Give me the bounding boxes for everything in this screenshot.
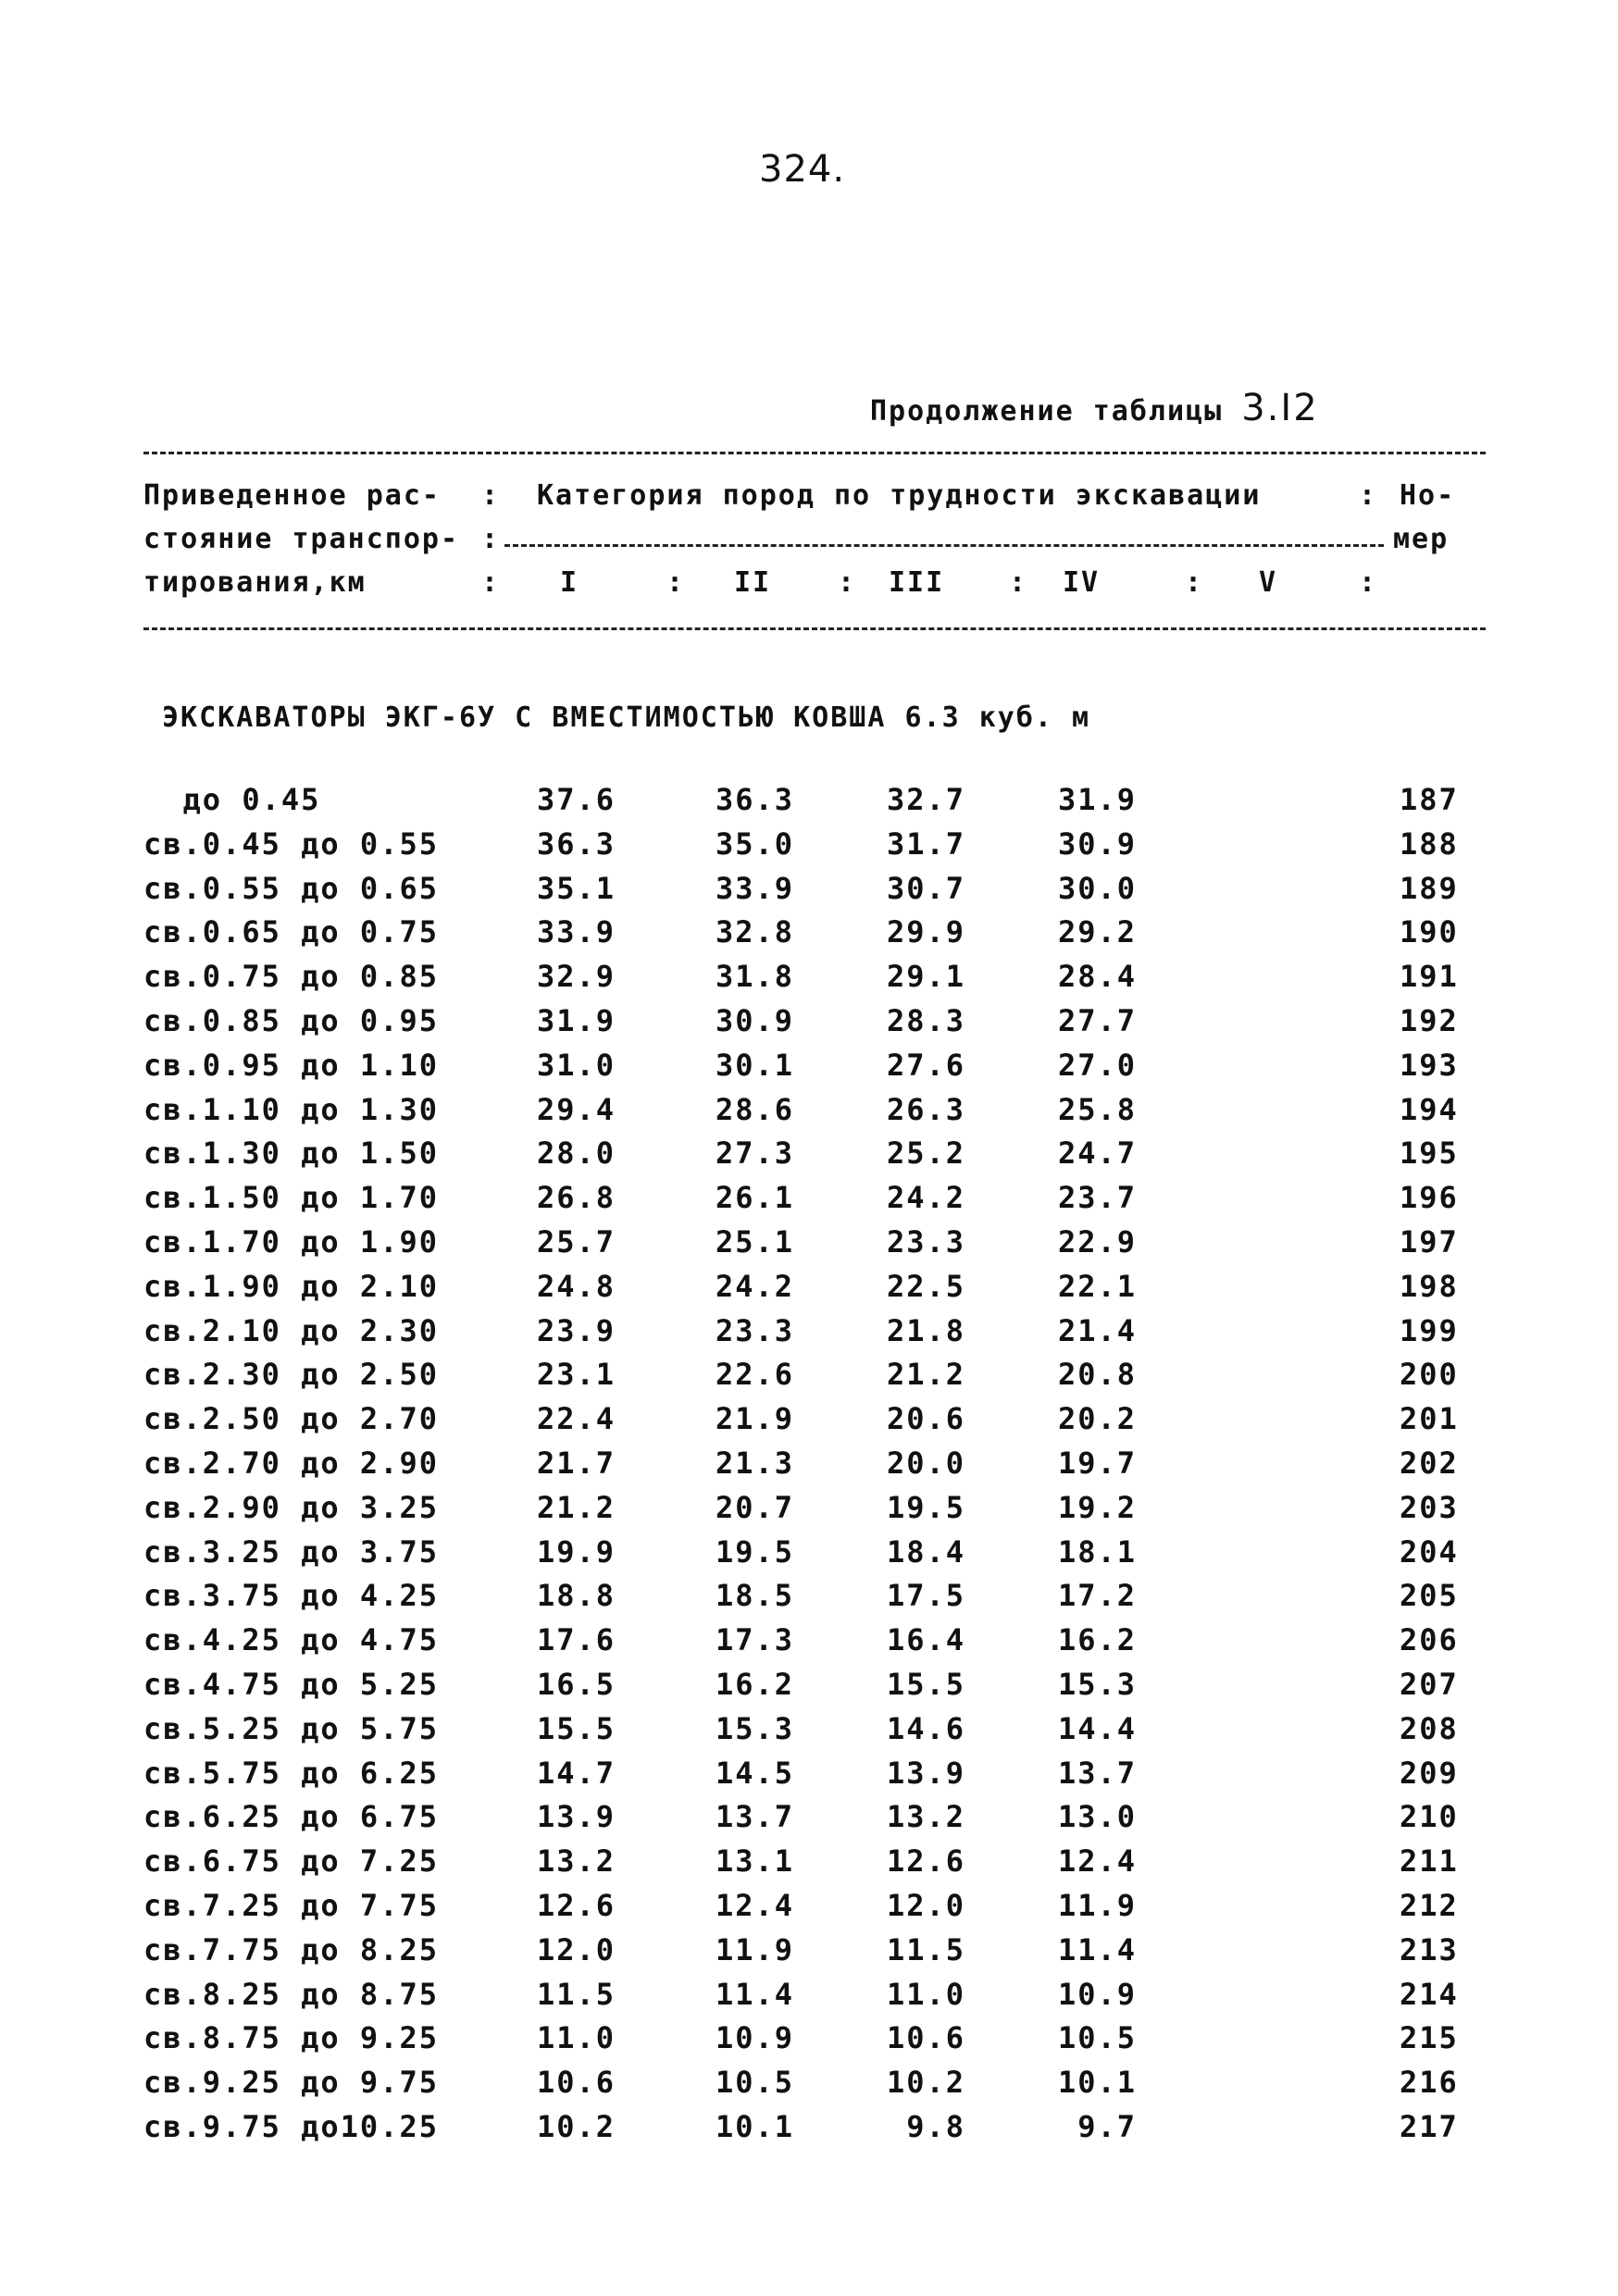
row-number-cell: 201 xyxy=(1400,1401,1459,1437)
category-i-cell: 32.9 xyxy=(537,959,616,995)
row-number-cell: 206 xyxy=(1400,1622,1459,1658)
row-number-cell: 214 xyxy=(1400,1976,1459,2012)
category-ii-cell: 13.7 xyxy=(716,1799,795,1835)
row-number-cell: 191 xyxy=(1400,959,1459,995)
category-i-cell: 18.8 xyxy=(537,1578,616,1614)
distance-cell: св.9.25 до 9.75 xyxy=(143,2065,439,2101)
row-number-cell: 217 xyxy=(1400,2108,1459,2144)
header-separator: : xyxy=(481,566,499,599)
category-ii-cell: 15.3 xyxy=(716,1710,795,1746)
row-number-cell: 204 xyxy=(1400,1533,1459,1570)
distance-cell: св.2.30 до 2.50 xyxy=(143,1357,439,1393)
row-number-cell: 200 xyxy=(1400,1357,1459,1393)
category-iv-cell: 13.0 xyxy=(1058,1799,1138,1835)
header-distance-line3: тирования,км xyxy=(143,566,367,599)
category-iii-cell: 24.2 xyxy=(887,1180,966,1216)
category-i-cell: 14.7 xyxy=(537,1755,616,1791)
row-number-cell: 209 xyxy=(1400,1755,1459,1791)
category-iii-cell: 26.3 xyxy=(887,1091,966,1127)
table-row xyxy=(0,2020,1618,2065)
category-ii-cell: 24.2 xyxy=(716,1268,795,1304)
category-ii-cell: 36.3 xyxy=(716,782,795,817)
header-bottom-rule xyxy=(143,627,1486,630)
continuation-text: Продолжение таблицы xyxy=(870,395,1224,428)
header-number-line2: мер xyxy=(1393,523,1450,555)
distance-cell: св.7.25 до 7.75 xyxy=(143,1887,439,1923)
category-i-cell: 26.8 xyxy=(537,1180,616,1216)
category-iii-cell: 13.9 xyxy=(887,1755,966,1791)
distance-cell: св.2.10 до 2.30 xyxy=(143,1312,439,1348)
distance-cell: св.1.70 до 1.90 xyxy=(143,1223,439,1260)
table-row xyxy=(0,959,1618,1003)
distance-cell: до 0.45 xyxy=(143,782,321,817)
table-row xyxy=(0,914,1618,959)
distance-cell: св.6.75 до 7.25 xyxy=(143,1843,439,1880)
category-iv-cell: 19.2 xyxy=(1058,1489,1138,1525)
distance-cell: св.1.50 до 1.70 xyxy=(143,1180,439,1216)
category-ii-cell: 21.9 xyxy=(716,1401,795,1437)
row-number-cell: 198 xyxy=(1400,1268,1459,1304)
category-i-cell: 10.6 xyxy=(537,2065,616,2101)
table-row xyxy=(0,1401,1618,1446)
table-row xyxy=(0,1136,1618,1180)
header-separator: : xyxy=(481,523,499,555)
category-i-cell: 16.5 xyxy=(537,1666,616,1702)
category-i-cell: 11.0 xyxy=(537,2020,616,2056)
table-row xyxy=(0,1224,1618,1269)
category-iv-cell: 27.7 xyxy=(1058,1002,1138,1038)
row-number-cell: 216 xyxy=(1400,2065,1459,2101)
distance-cell: св.1.10 до 1.30 xyxy=(143,1091,439,1127)
distance-cell: св.5.75 до 6.25 xyxy=(143,1755,439,1791)
category-iv-cell: 20.8 xyxy=(1058,1357,1138,1393)
category-i-cell: 35.1 xyxy=(537,870,616,906)
category-iv-cell: 11.4 xyxy=(1058,1931,1138,1967)
header-category-iv: IV xyxy=(1063,566,1101,599)
category-iv-cell: 10.5 xyxy=(1058,2020,1138,2056)
table-row xyxy=(0,1799,1618,1843)
category-iii-cell: 29.9 xyxy=(887,914,966,950)
category-i-cell: 22.4 xyxy=(537,1401,616,1437)
table-row xyxy=(0,782,1618,826)
header-separator: : xyxy=(838,566,855,599)
distance-cell: св.0.45 до 0.55 xyxy=(143,825,439,862)
table-row xyxy=(0,1711,1618,1756)
category-i-cell: 23.1 xyxy=(537,1357,616,1393)
distance-cell: св.0.65 до 0.75 xyxy=(143,914,439,950)
distance-cell: св.3.25 до 3.75 xyxy=(143,1533,439,1570)
category-iv-cell: 10.1 xyxy=(1058,2065,1138,2101)
category-i-cell: 21.7 xyxy=(537,1445,616,1481)
category-i-cell: 28.0 xyxy=(537,1136,616,1172)
row-number-cell: 190 xyxy=(1400,914,1459,950)
category-iii-cell: 21.2 xyxy=(887,1357,966,1393)
table-row xyxy=(0,1578,1618,1622)
distance-cell: св.9.75 до10.25 xyxy=(143,2108,439,2144)
category-iii-cell: 20.6 xyxy=(887,1401,966,1437)
category-ii-cell: 12.4 xyxy=(716,1887,795,1923)
category-iv-cell: 15.3 xyxy=(1058,1666,1138,1702)
category-iii-cell: 19.5 xyxy=(887,1489,966,1525)
table-row xyxy=(0,1667,1618,1711)
category-iii-cell: 23.3 xyxy=(887,1223,966,1260)
distance-cell: св.0.55 до 0.65 xyxy=(143,870,439,906)
category-iv-cell: 25.8 xyxy=(1058,1091,1138,1127)
table-row xyxy=(0,1490,1618,1534)
category-ii-cell: 21.3 xyxy=(716,1445,795,1481)
table-row xyxy=(0,1180,1618,1224)
header-category-v: V xyxy=(1259,566,1278,599)
row-number-cell: 213 xyxy=(1400,1931,1459,1967)
table-continuation-caption xyxy=(870,387,1319,429)
distance-cell: св.2.90 до 3.25 xyxy=(143,1489,439,1525)
distance-cell: св.8.75 до 9.25 xyxy=(143,2020,439,2056)
table-row xyxy=(0,1932,1618,1977)
distance-cell: св.3.75 до 4.25 xyxy=(143,1578,439,1614)
table-row xyxy=(0,1446,1618,1490)
distance-cell: св.8.25 до 8.75 xyxy=(143,1976,439,2012)
category-ii-cell: 13.1 xyxy=(716,1843,795,1880)
header-top-rule xyxy=(143,452,1486,454)
category-iii-cell: 27.6 xyxy=(887,1047,966,1083)
category-ii-cell: 33.9 xyxy=(716,870,795,906)
category-ii-cell: 23.3 xyxy=(716,1312,795,1348)
category-i-cell: 21.2 xyxy=(537,1489,616,1525)
row-number-cell: 188 xyxy=(1400,825,1459,862)
distance-cell: св.6.25 до 6.75 xyxy=(143,1799,439,1835)
category-iii-cell: 10.2 xyxy=(887,2065,966,2101)
category-i-cell: 13.9 xyxy=(537,1799,616,1835)
category-i-cell: 25.7 xyxy=(537,1223,616,1260)
distance-cell: св.2.50 до 2.70 xyxy=(143,1401,439,1437)
category-i-cell: 24.8 xyxy=(537,1268,616,1304)
category-i-cell: 33.9 xyxy=(537,914,616,950)
category-iii-cell: 12.0 xyxy=(887,1887,966,1923)
header-separator: : xyxy=(1359,479,1376,512)
category-i-cell: 37.6 xyxy=(537,782,616,817)
category-iv-cell: 23.7 xyxy=(1058,1180,1138,1216)
table-row xyxy=(0,1622,1618,1667)
row-number-cell: 212 xyxy=(1400,1887,1459,1923)
header-number-line1: Но- xyxy=(1400,479,1456,512)
category-ii-cell: 19.5 xyxy=(716,1533,795,1570)
row-number-cell: 189 xyxy=(1400,870,1459,906)
category-ii-cell: 28.6 xyxy=(716,1091,795,1127)
table-row xyxy=(0,871,1618,915)
category-iii-cell: 15.5 xyxy=(887,1666,966,1702)
row-number-cell: 195 xyxy=(1400,1136,1459,1172)
row-number-cell: 205 xyxy=(1400,1578,1459,1614)
header-separator: : xyxy=(1359,566,1376,599)
header-distance-line1: Приведенное рас- xyxy=(143,479,441,512)
category-iii-cell: 28.3 xyxy=(887,1002,966,1038)
category-iv-cell: 19.7 xyxy=(1058,1445,1138,1481)
distance-cell: св.1.90 до 2.10 xyxy=(143,1268,439,1304)
category-i-cell: 15.5 xyxy=(537,1710,616,1746)
category-iii-cell: 21.8 xyxy=(887,1312,966,1348)
category-ii-cell: 20.7 xyxy=(716,1489,795,1525)
header-separator: : xyxy=(1009,566,1027,599)
category-iv-cell: 16.2 xyxy=(1058,1622,1138,1658)
table-row xyxy=(0,1756,1618,1800)
category-i-cell: 12.0 xyxy=(537,1931,616,1967)
row-number-cell: 197 xyxy=(1400,1223,1459,1260)
category-i-cell: 11.5 xyxy=(537,1976,616,2012)
distance-cell: св.5.25 до 5.75 xyxy=(143,1710,439,1746)
row-number-cell: 208 xyxy=(1400,1710,1459,1746)
category-iii-cell: 13.2 xyxy=(887,1799,966,1835)
category-iv-cell: 31.9 xyxy=(1058,782,1138,817)
table-row xyxy=(0,1843,1618,1888)
table-row xyxy=(0,2109,1618,2153)
category-iv-cell: 29.2 xyxy=(1058,914,1138,950)
header-separator: : xyxy=(481,479,499,512)
distance-cell: св.1.30 до 1.50 xyxy=(143,1136,439,1172)
table-row xyxy=(0,1534,1618,1579)
category-i-cell: 29.4 xyxy=(537,1091,616,1127)
distance-cell: св.2.70 до 2.90 xyxy=(143,1445,439,1481)
section-title: ЭКСКАВАТОРЫ ЭКГ-6У С ВМЕСТИМОСТЬЮ КОВША 6.3 куб. м xyxy=(162,701,1091,734)
table-row xyxy=(0,1977,1618,2021)
category-ii-cell: 17.3 xyxy=(716,1622,795,1658)
table-number: 3.I2 xyxy=(1241,387,1319,429)
distance-cell: св.4.25 до 4.75 xyxy=(143,1622,439,1658)
category-iii-cell: 31.7 xyxy=(887,825,966,862)
category-i-cell: 23.9 xyxy=(537,1312,616,1348)
category-ii-cell: 32.8 xyxy=(716,914,795,950)
category-iii-cell: 11.0 xyxy=(887,1976,966,2012)
category-ii-cell: 22.6 xyxy=(716,1357,795,1393)
table-row xyxy=(0,1888,1618,1932)
category-ii-cell: 11.9 xyxy=(716,1931,795,1967)
table-row xyxy=(0,1313,1618,1358)
category-i-cell: 36.3 xyxy=(537,825,616,862)
category-iii-cell: 10.6 xyxy=(887,2020,966,2056)
table-row xyxy=(0,1269,1618,1313)
category-ii-cell: 10.5 xyxy=(716,2065,795,2101)
header-category-rule xyxy=(504,544,1384,547)
category-iii-cell: 16.4 xyxy=(887,1622,966,1658)
category-iv-cell: 28.4 xyxy=(1058,959,1138,995)
row-number-cell: 210 xyxy=(1400,1799,1459,1835)
category-iii-cell: 12.6 xyxy=(887,1843,966,1880)
distance-cell: св.0.95 до 1.10 xyxy=(143,1047,439,1083)
row-number-cell: 202 xyxy=(1400,1445,1459,1481)
table-row xyxy=(0,2065,1618,2109)
category-iii-cell: 18.4 xyxy=(887,1533,966,1570)
category-iv-cell: 20.2 xyxy=(1058,1401,1138,1437)
category-i-cell: 31.9 xyxy=(537,1002,616,1038)
category-iii-cell: 29.1 xyxy=(887,959,966,995)
row-number-cell: 211 xyxy=(1400,1843,1459,1880)
category-ii-cell: 10.1 xyxy=(716,2108,795,2144)
category-i-cell: 17.6 xyxy=(537,1622,616,1658)
category-iv-cell: 13.7 xyxy=(1058,1755,1138,1791)
category-iii-cell: 17.5 xyxy=(887,1578,966,1614)
row-number-cell: 187 xyxy=(1400,782,1459,817)
category-iv-cell: 11.9 xyxy=(1058,1887,1138,1923)
category-ii-cell: 30.9 xyxy=(716,1002,795,1038)
table-row xyxy=(0,1357,1618,1401)
category-iii-cell: 25.2 xyxy=(887,1136,966,1172)
row-number-cell: 193 xyxy=(1400,1047,1459,1083)
category-iii-cell: 14.6 xyxy=(887,1710,966,1746)
category-ii-cell: 11.4 xyxy=(716,1976,795,2012)
category-iv-cell: 22.9 xyxy=(1058,1223,1138,1260)
header-category-i: I xyxy=(560,566,579,599)
category-iv-cell: 17.2 xyxy=(1058,1578,1138,1614)
category-iv-cell: 30.9 xyxy=(1058,825,1138,862)
category-iv-cell: 18.1 xyxy=(1058,1533,1138,1570)
row-number-cell: 203 xyxy=(1400,1489,1459,1525)
row-number-cell: 194 xyxy=(1400,1091,1459,1127)
category-ii-cell: 31.8 xyxy=(716,959,795,995)
category-iv-cell: 27.0 xyxy=(1058,1047,1138,1083)
row-number-cell: 196 xyxy=(1400,1180,1459,1216)
category-ii-cell: 25.1 xyxy=(716,1223,795,1260)
row-number-cell: 199 xyxy=(1400,1312,1459,1348)
category-iii-cell: 30.7 xyxy=(887,870,966,906)
category-ii-cell: 27.3 xyxy=(716,1136,795,1172)
header-category-ii: II xyxy=(734,566,772,599)
table-row xyxy=(0,1092,1618,1136)
page-number: 324. xyxy=(759,148,846,191)
category-iv-cell: 21.4 xyxy=(1058,1312,1138,1348)
distance-cell: св.4.75 до 5.25 xyxy=(143,1666,439,1702)
table-row xyxy=(0,1048,1618,1092)
category-ii-cell: 18.5 xyxy=(716,1578,795,1614)
table-body xyxy=(0,782,1618,2153)
category-iv-cell: 22.1 xyxy=(1058,1268,1138,1304)
header-separator: : xyxy=(666,566,684,599)
header-distance-line2: стояние транспор- xyxy=(143,523,460,555)
distance-cell: св.7.75 до 8.25 xyxy=(143,1931,439,1967)
category-iii-cell: 22.5 xyxy=(887,1268,966,1304)
row-number-cell: 215 xyxy=(1400,2020,1459,2056)
category-ii-cell: 10.9 xyxy=(716,2020,795,2056)
distance-cell: св.0.75 до 0.85 xyxy=(143,959,439,995)
category-ii-cell: 16.2 xyxy=(716,1666,795,1702)
header-separator: : xyxy=(1185,566,1202,599)
category-iv-cell: 10.9 xyxy=(1058,1976,1138,2012)
category-iv-cell: 30.0 xyxy=(1058,870,1138,906)
category-i-cell: 10.2 xyxy=(537,2108,616,2144)
row-number-cell: 192 xyxy=(1400,1002,1459,1038)
category-ii-cell: 35.0 xyxy=(716,825,795,862)
category-iv-cell: 9.7 xyxy=(1058,2108,1138,2144)
category-i-cell: 12.6 xyxy=(537,1887,616,1923)
category-i-cell: 31.0 xyxy=(537,1047,616,1083)
category-iv-cell: 14.4 xyxy=(1058,1710,1138,1746)
category-ii-cell: 14.5 xyxy=(716,1755,795,1791)
category-iii-cell: 20.0 xyxy=(887,1445,966,1481)
table-row xyxy=(0,1003,1618,1048)
category-i-cell: 13.2 xyxy=(537,1843,616,1880)
header-category-iii: III xyxy=(889,566,945,599)
category-i-cell: 19.9 xyxy=(537,1533,616,1570)
category-iii-cell: 32.7 xyxy=(887,782,966,817)
category-ii-cell: 30.1 xyxy=(716,1047,795,1083)
category-ii-cell: 26.1 xyxy=(716,1180,795,1216)
distance-cell: св.0.85 до 0.95 xyxy=(143,1002,439,1038)
row-number-cell: 207 xyxy=(1400,1666,1459,1702)
table-row xyxy=(0,826,1618,871)
category-iv-cell: 12.4 xyxy=(1058,1843,1138,1880)
category-iii-cell: 11.5 xyxy=(887,1931,966,1967)
header-category-title: Категория пород по трудности экскавации xyxy=(537,479,1262,512)
category-iii-cell: 9.8 xyxy=(887,2108,966,2144)
category-iv-cell: 24.7 xyxy=(1058,1136,1138,1172)
